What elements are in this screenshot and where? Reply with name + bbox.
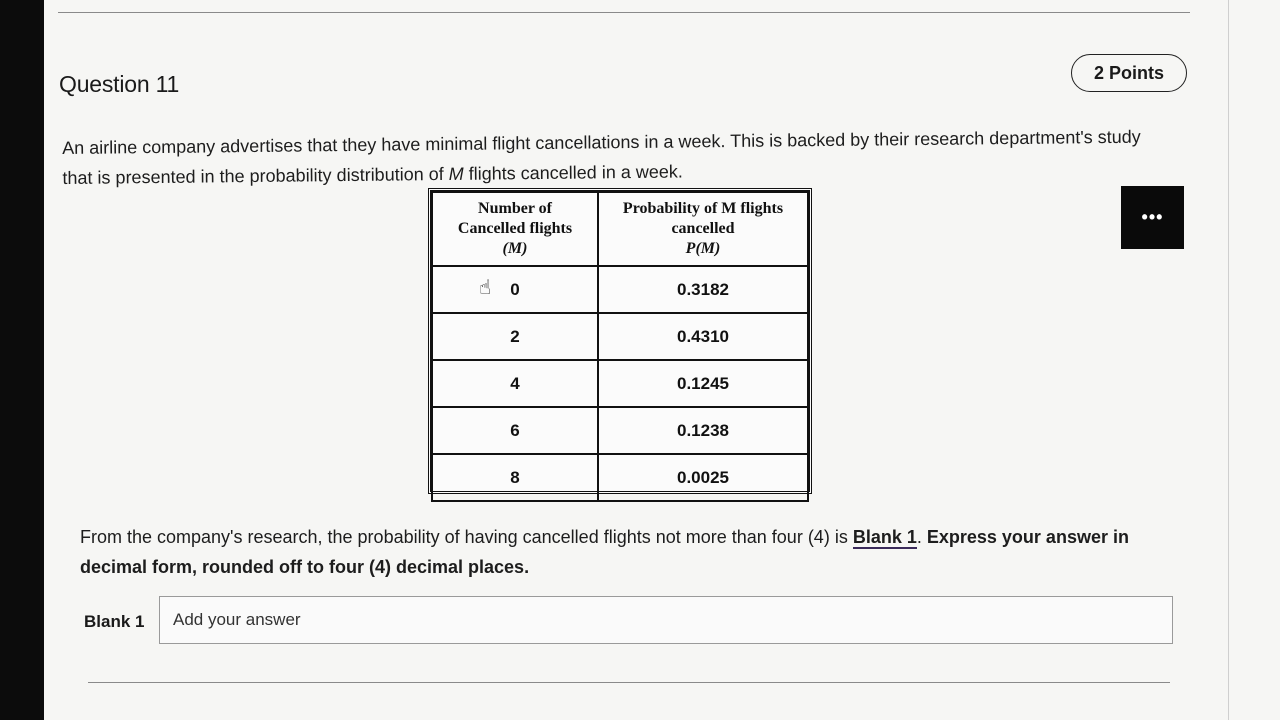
hand-pointer-icon: ☝ bbox=[479, 277, 492, 299]
blank-question-text: From the company's research, the probability of having cancelled flights not more than four (4) is Blank 1. Express your answer in decimal form, rounded off to four (4) decimal places. bbox=[80, 527, 1129, 577]
divider-bottom bbox=[88, 682, 1170, 683]
prompt-variable: M bbox=[448, 163, 464, 184]
question-prompt bbox=[62, 121, 1173, 193]
cell-m: 8 bbox=[432, 454, 598, 501]
prompt-text-1: An airline company advertises that they have minimal flight cancellations in a week. This is backed by their research department's study that is presented in the probability distribution of bbox=[62, 126, 1141, 188]
table-row bbox=[432, 360, 808, 407]
cell-m: ☝ 0 bbox=[432, 266, 598, 313]
header-pm: Probability of M flights cancelled P(M) bbox=[598, 192, 808, 266]
table-row bbox=[432, 266, 808, 313]
blank-reference[interactable]: Blank 1 bbox=[852, 527, 917, 547]
cell-p: 0.4310 bbox=[598, 313, 808, 360]
answer-instruction: Express your answer in decimal form, rounded off to four (4) decimal places. bbox=[80, 527, 1129, 577]
cell-p: 0.1245 bbox=[598, 360, 808, 407]
cell-p: 0.0025 bbox=[598, 454, 808, 501]
cell-m: 4 bbox=[432, 360, 598, 407]
cell-m: 2 bbox=[432, 313, 598, 360]
answer-input[interactable] bbox=[159, 596, 1173, 644]
table-row bbox=[432, 454, 808, 501]
cell-p: 0.3182 bbox=[598, 266, 808, 313]
points-badge: 2 Points bbox=[1071, 54, 1187, 92]
probability-table bbox=[428, 188, 812, 494]
more-options-button[interactable] bbox=[1121, 186, 1184, 249]
ellipsis-icon: ••• bbox=[1141, 207, 1164, 227]
table-row bbox=[432, 407, 808, 454]
cell-p: 0.1238 bbox=[598, 407, 808, 454]
cell-m: 6 bbox=[432, 407, 598, 454]
question-title: Question 11 bbox=[59, 71, 180, 97]
blank-label: Blank 1 bbox=[84, 612, 145, 631]
prompt-text-2: flights cancelled in a week. bbox=[463, 161, 683, 184]
page-edge bbox=[1228, 0, 1229, 720]
table-header-row bbox=[432, 192, 808, 266]
header-m: Number of Cancelled flights (M) bbox=[432, 192, 598, 266]
table-row bbox=[432, 313, 808, 360]
screen-bezel bbox=[0, 0, 44, 720]
divider-top bbox=[58, 12, 1190, 13]
